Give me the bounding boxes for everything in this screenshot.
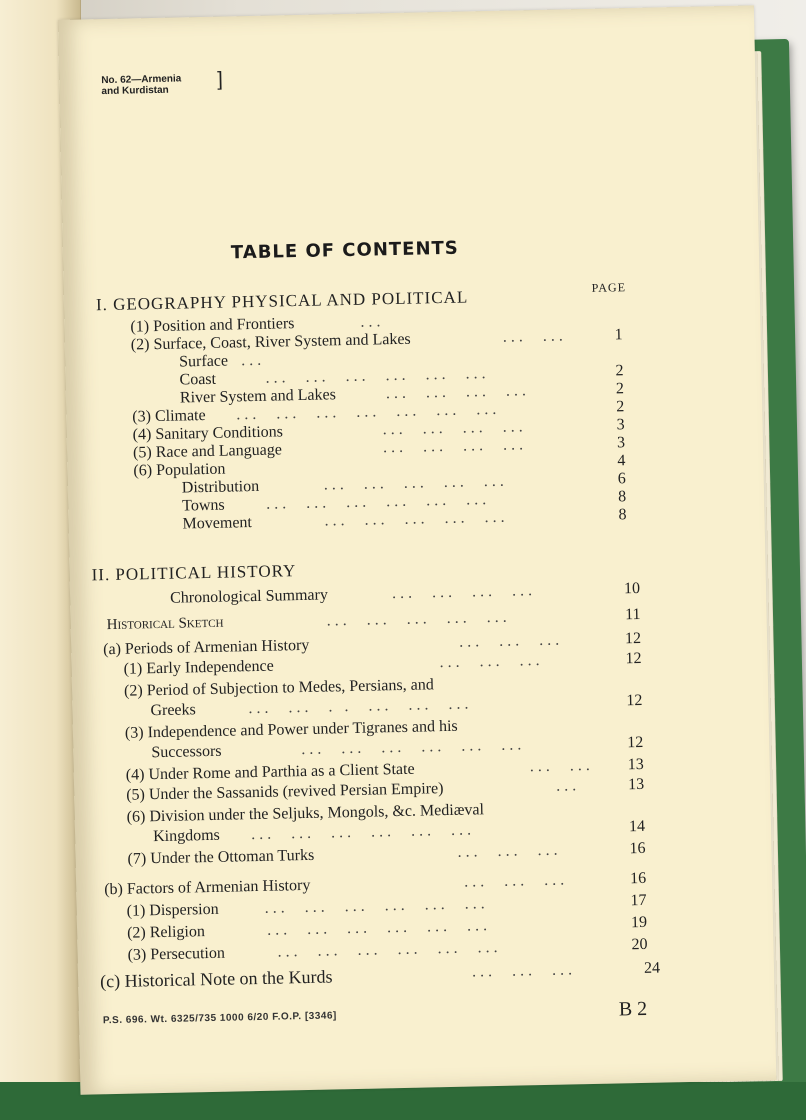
entry-page: 13: [627, 755, 644, 774]
entry-label: (a) Periods of Armenian History: [103, 636, 310, 659]
leader-dots: ...: [555, 777, 581, 795]
entry-label: (3) Persecution: [127, 944, 226, 964]
entry-label: (1) Dispersion: [126, 900, 219, 920]
entry-label: Greeks: [150, 701, 196, 720]
leader-dots: ... ... ... ... ... ...: [277, 938, 502, 961]
leader-dots: ... ... ...: [457, 841, 562, 861]
leader-dots: ... ... ... ... ... ... ...: [236, 400, 501, 424]
leader-dots: ... ... . . ... ... ...: [248, 695, 473, 718]
leader-dots: ... ... ... ...: [382, 436, 528, 457]
entry-label: (6) Population: [133, 460, 226, 480]
entry-page: 4: [617, 452, 626, 470]
printer-imprint: P.S. 696. Wt. 6325/735 1000 6/20 F.O.P. [3346]: [102, 1010, 337, 1027]
entry-page: [593, 344, 623, 345]
leader-dots: ... ... ... ... ... ...: [250, 821, 476, 844]
leader-dots: ...: [360, 313, 385, 331]
entry-page: [614, 798, 644, 799]
tag-bracket: ]: [217, 68, 224, 91]
entry-label: Towns: [182, 496, 225, 515]
entry-label: (7) Under the Ottoman Turks: [127, 846, 315, 868]
leader-dots: ... ...: [502, 327, 567, 346]
entry-page: 12: [626, 691, 643, 710]
entry-page: 12: [625, 649, 642, 668]
entry-page: 20: [631, 935, 648, 954]
leader-dots: ... ... ...: [439, 651, 544, 672]
entry-label: (3) Independence and Power under Tigranes and his: [124, 717, 458, 742]
page-column-label: PAGE: [591, 280, 627, 295]
leader-dots: ... ... ... ...: [391, 582, 537, 603]
entry-page: 8: [617, 488, 627, 506]
book-page: [58, 5, 776, 1094]
historical-sketch-heading: Historical Sketch: [106, 614, 224, 634]
entry-page: 14: [628, 817, 646, 836]
leader-dots: ... ... ... ... ...: [323, 472, 508, 494]
leader-dots: ... ... ... ...: [385, 382, 531, 403]
entry-page: [592, 308, 622, 309]
leader-dots: ... ... ... ... ...: [324, 508, 509, 530]
leader-dots: ... ... ... ... ... ...: [266, 917, 492, 939]
leader-dots: ... ... ... ... ... ...: [266, 491, 491, 513]
entry-label: (6) Division under the Seljuks, Mongols, &c. Mediæval: [126, 801, 485, 826]
section-2-title: II. POLITICAL HISTORY: [91, 561, 297, 585]
entry-label: (5) Race and Language: [132, 441, 283, 462]
entry-label: (1) Early Independence: [123, 657, 274, 678]
entry-label: Successors: [151, 742, 222, 762]
entry-label: Chronological Summary: [169, 586, 329, 607]
entry-label: River System and Lakes: [179, 386, 337, 407]
tag-line-1: No. 62—Armenia: [101, 73, 182, 87]
leader-dots: ... ...: [529, 756, 594, 776]
entry-label: Movement: [182, 514, 253, 533]
entry-label: (5) Under the Sassanids (revived Persian Empire): [126, 780, 444, 804]
entry-page: 2: [616, 398, 625, 416]
entry-label: Surface: [179, 352, 229, 371]
entry-page: 6: [617, 470, 626, 488]
entry-label: (3) Climate: [132, 406, 206, 426]
entry-page: 11: [624, 605, 641, 624]
entry-page: 2: [615, 362, 624, 380]
entry-page: 16: [629, 869, 647, 888]
entry-label: (2) Religion: [126, 923, 206, 942]
leader-dots: ... ... ...: [463, 871, 569, 891]
entry-page: 24: [643, 959, 661, 977]
entry-label: Kingdoms: [152, 826, 220, 846]
leader-dots: ... ... ...: [471, 961, 577, 981]
leader-dots: ... ... ... ... ... ...: [264, 895, 489, 917]
entry-label: (4) Under Rome and Parthia as a Client State: [125, 760, 415, 784]
entry-page: 12: [624, 629, 642, 648]
entry-page: 19: [630, 913, 648, 932]
tag-line-2: and Kurdistan: [101, 84, 169, 98]
toc-entry: [170, 580, 640, 610]
entry-page: 2: [615, 380, 625, 398]
leader-dots: ... ... ...: [458, 631, 564, 651]
entry-label: (4) Sanitary Conditions: [132, 423, 284, 444]
entry-page: 8: [618, 506, 627, 524]
signature-mark: B 2: [618, 997, 648, 1021]
entry-label: (2) Period of Subjection to Medes, Persians, and: [123, 676, 434, 700]
entry-page: 12: [627, 733, 644, 752]
page-title: TABLE OF CONTENTS: [230, 237, 459, 264]
entry-label: (1) Position and Frontiers: [130, 315, 295, 336]
entry-label: (c) Historical Note on the Kurds: [99, 966, 333, 992]
leader-dots: ...: [240, 351, 266, 370]
section-1-title: I. GEOGRAPHY PHYSICAL AND POLITICAL: [95, 287, 469, 315]
entry-label: (b) Factors of Armenian History: [104, 876, 311, 899]
entry-page: 13: [627, 775, 645, 794]
entry-page: 17: [630, 891, 647, 910]
entry-page: 16: [629, 839, 646, 858]
entry-page: [613, 714, 643, 715]
leader-dots: ... ... ... ...: [382, 418, 527, 439]
entry-page: 1: [614, 326, 623, 344]
entry-page: 10: [623, 579, 641, 598]
leader-dots: ... ... ... ... ...: [326, 608, 511, 630]
entry-page: 3: [616, 434, 626, 452]
entry-label: Distribution: [181, 477, 260, 497]
entry-label: Coast: [179, 370, 217, 389]
entry-page: [612, 672, 642, 673]
leader-dots: ... ... ... ... ... ...: [265, 365, 490, 387]
entry-label: (2) Surface, Coast, River System and Lakes: [130, 330, 411, 354]
leader-dots: ... ... ... ... ... ...: [301, 736, 526, 759]
document-tag: [101, 68, 224, 98]
entry-page: 3: [616, 416, 625, 434]
